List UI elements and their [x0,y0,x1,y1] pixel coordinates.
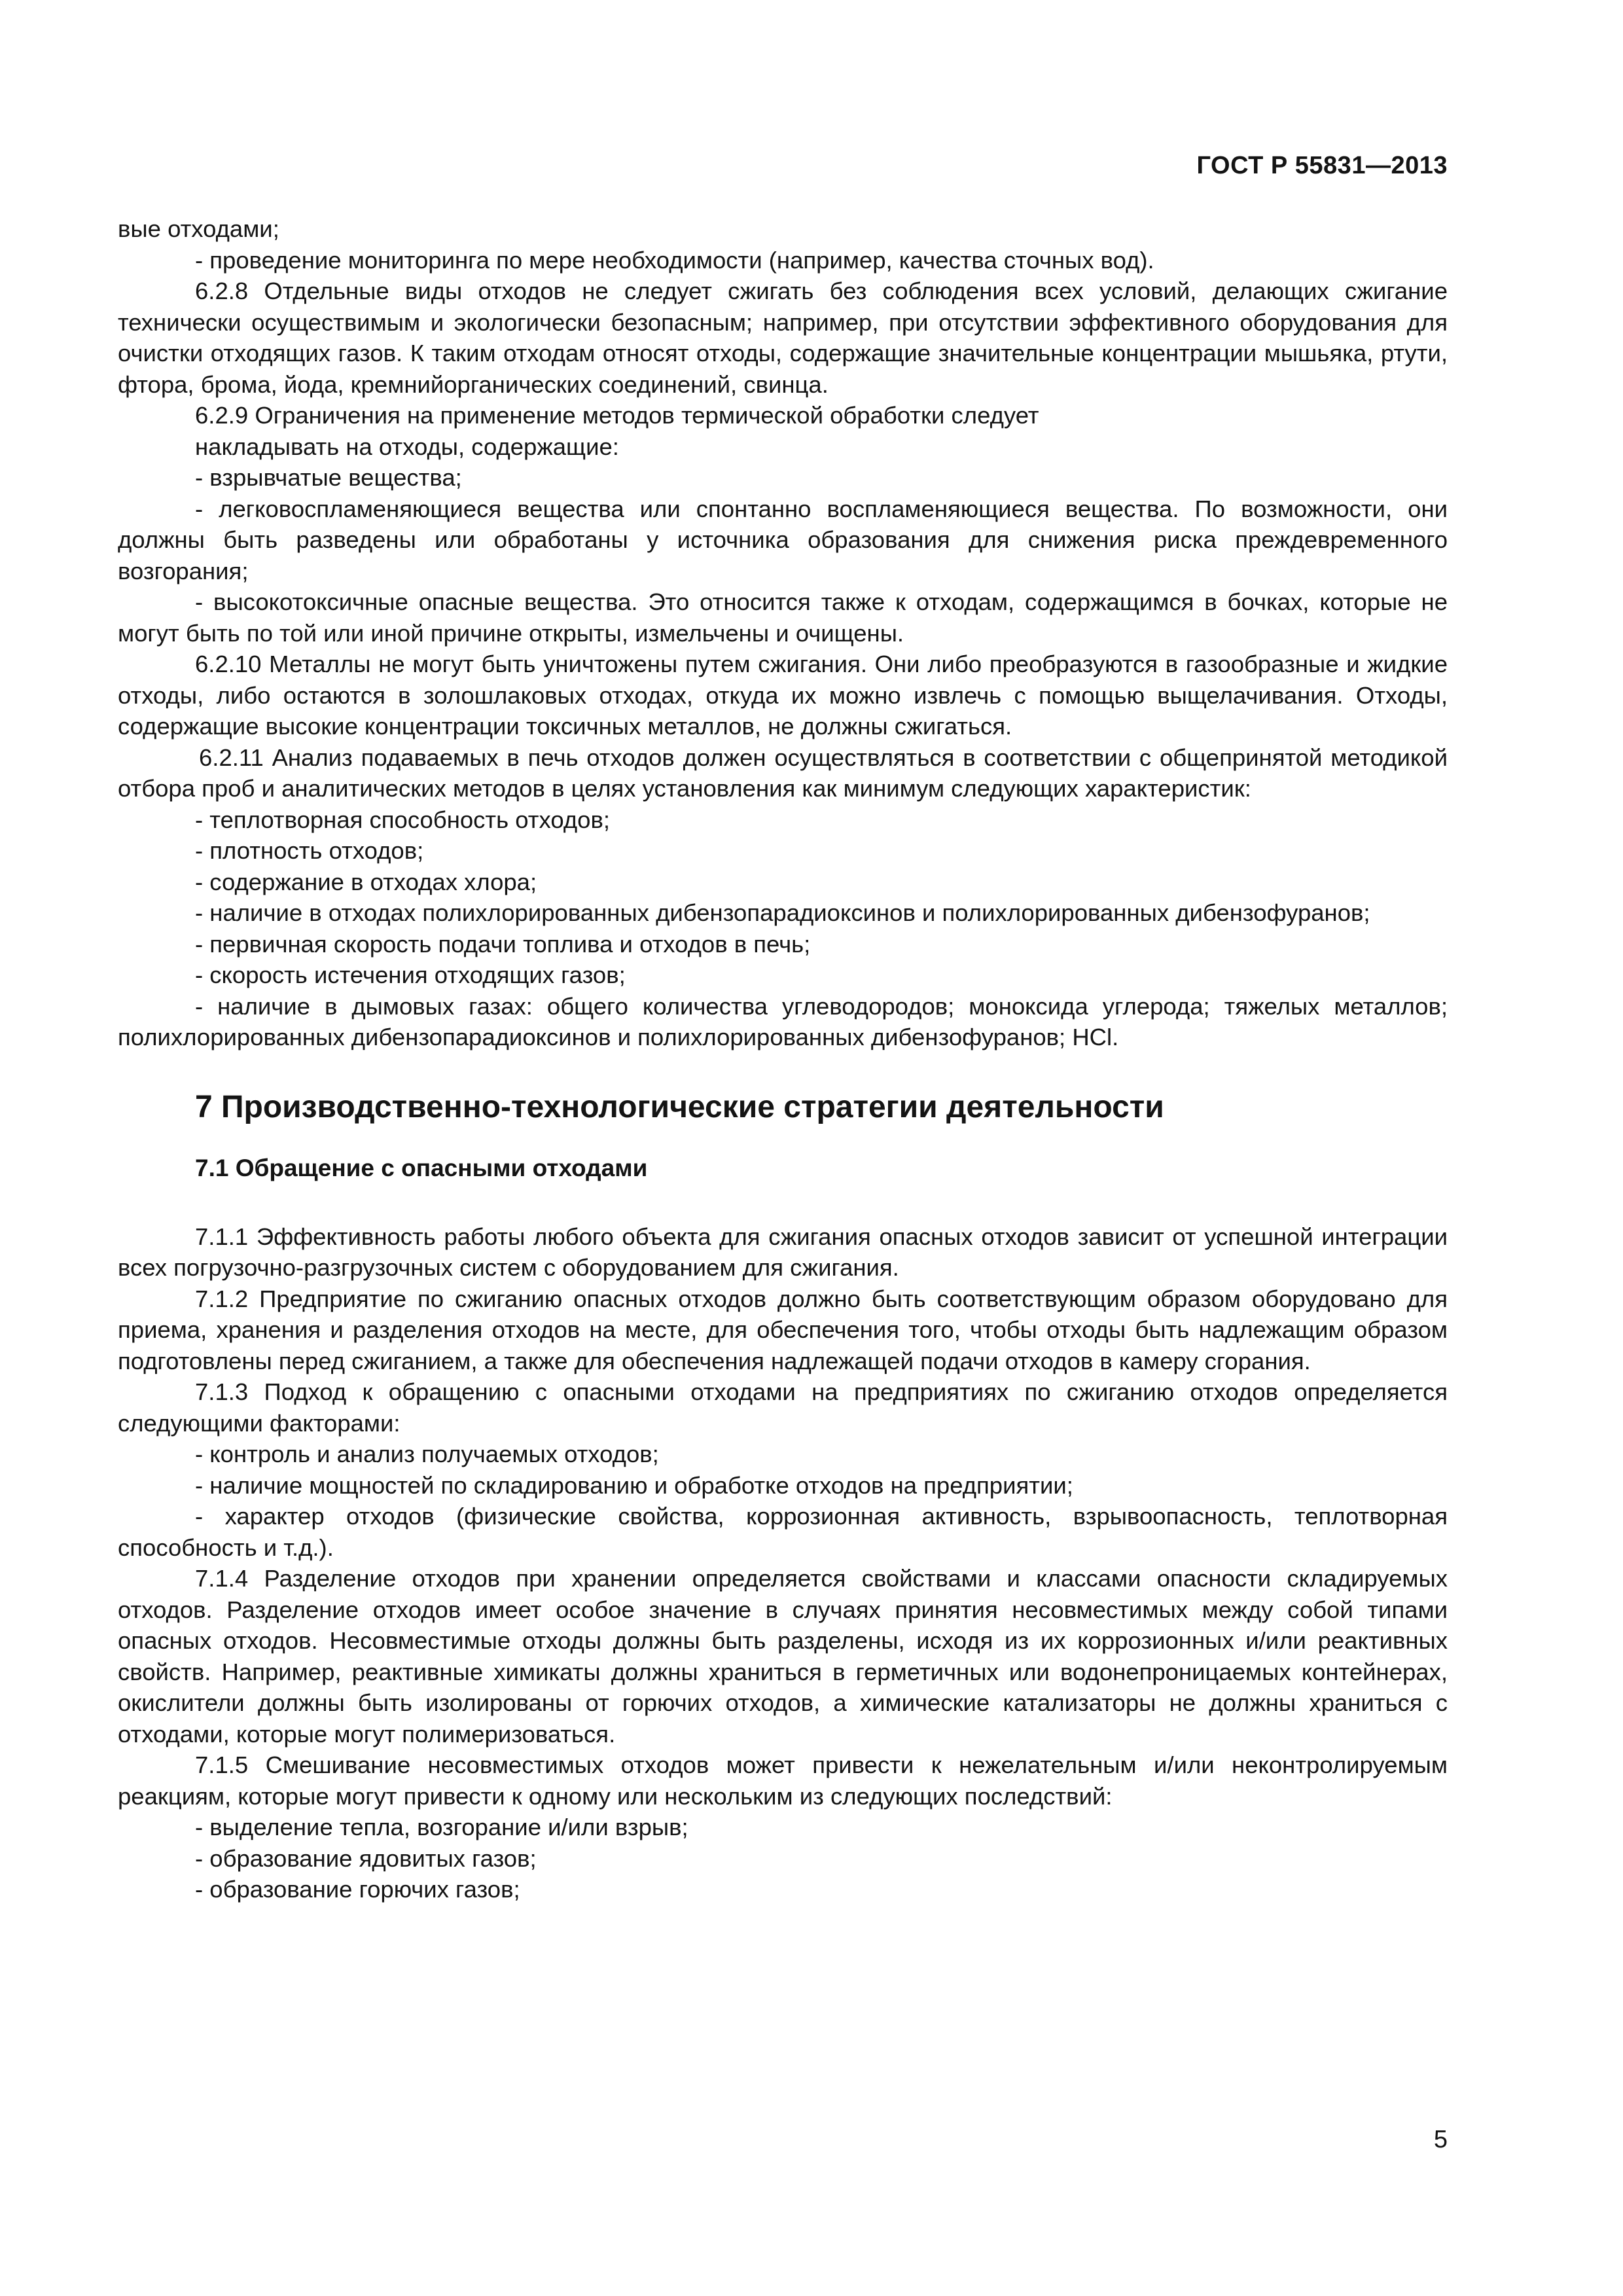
list-item: - первичная скорость подачи топлива и отходов в печь; [195,930,811,958]
list-item: - образование горючих газов; [195,1876,520,1903]
list-item: - наличие мощностей по складированию и обработке отходов на предприятии; [195,1471,1073,1499]
list-item: - характер отходов (физические свойства, коррозионная активность, взрывоопасность, теплотворная способность и т.д.). [118,1503,1448,1561]
list-item: - плотность отходов; [195,837,424,864]
list-item: - образование ядовитых газов; [195,1844,537,1872]
list-item: - контроль и анализ получаемых отходов; [195,1441,659,1467]
list-item: - теплотворная способность отходов; [195,806,610,833]
list-item: - выделение тепла, возгорание и/или взрыв; [195,1814,688,1840]
list-item: - проведение мониторинга по мере необходимости (например, качества сточных вод). [195,246,1154,274]
list-item: - наличие в дымовых газах: общего количества углеводородов; моноксида углерода; тяжелых металлов; полихлорированных дибензопарадиоксинов и полихлорированных дибензофуранов; HCl. [118,992,1448,1050]
paragraph-6-2-10: 6.2.10 Металлы не могут быть уничтожены путем сжигания. Они либо преобразуются в газообразные и жидкие отходы, либо остаются в золошлаковых отходах, откуда их можно извлечь с помощью выщелачивания. Отходы, содержащие высокие концентрации токсичных металлов, не должны сжигаться. [118,651,1448,740]
page-number: 5 [1433,2126,1448,2153]
list-item: - взрывчатые вещества; [195,464,462,491]
paragraph-6-2-9: 6.2.9 Ограничения на применение методов термической обработки следует [195,402,1039,429]
paragraph-6-2-8: 6.2.8 Отдельные виды отходов не следует сжигать без соблюдения всех условий, делающих сжигание технически осуществимым и экологически безопасным; например, при отсутствии эффективного оборудования для очистки отходящих газов. К таким отходам относят отходы, содержащие значительные концентрации мышьяка, ртути, фтора, брома, йода, кремнийорганических соединений, свинца. [118,278,1448,398]
section-heading: 7 Производственно-технологические стратегии деятельности [195,1089,1164,1124]
paragraph: вые отходами; [118,215,279,242]
paragraph-7-1-4: 7.1.4 Разделение отходов при хранении определяется свойствами и классами опасности складируемых отходов. Разделение отходов имеет особое значение в случаях принятия несовместимых между собой типами опасных отходов. Несовместимые отходы должны быть разделены, исходя из их коррозионных и/или реактивных свойств. Например, реактивные химикаты должны храниться в герметичных или водонепроницаемых контейнерах, окислители должны быть изолированы от горючих отходов, а химические катализаторы не должны храниться с отходами, которые могут полимеризоваться. [118,1565,1448,1748]
list-item: - скорость истечения отходящих газов; [195,961,626,988]
list-item: - наличие в отходах полихлорированных дибензопарадиоксинов и полихлорированных дибензофуранов; [195,899,1370,926]
document-header: ГОСТ Р 55831—2013 [1196,152,1448,179]
paragraph-7-1-2: 7.1.2 Предприятие по сжиганию опасных отходов должно быть соответствующим образом оборудовано для приема, хранения и разделения отходов на месте, для обеспечения того, чтобы отходы быть надлежащим образом подготовлены перед сжиганием, а также для обеспечения надлежащей подачи отходов в камеру сгорания. [118,1285,1448,1374]
paragraph-7-1-1: 7.1.1 Эффективность работы любого объекта для сжигания опасных отходов зависит от успешной интеграции всех погрузочно-разгрузочных систем с оборудованием для сжигания. [118,1223,1448,1281]
paragraph-7-1-5: 7.1.5 Смешивание несовместимых отходов может привести к нежелательным и/или неконтролируемым реакциям, которые могут привести к одному или нескольким из следующих последствий: [118,1751,1448,1810]
paragraph-7-1-3: 7.1.3 Подход к обращению с опасными отходами на предприятиях по сжиганию отходов определяется следующими факторами: [118,1378,1448,1437]
paragraph-6-2-11: 6.2.11 Анализ подаваемых в печь отходов должен осуществляться в соответствии с общепринятой методикой отбора проб и аналитических методов в целях установления как минимум следующих характеристик: [118,744,1448,802]
list-item: - легковоспламеняющиеся вещества или спонтанно воспламеняющиеся вещества. По возможности, они должны быть разведены или обработаны у источника образования для снижения риска преждевременного возгорания; [118,495,1448,584]
subsection-heading: 7.1 Обращение с опасными отходами [195,1154,648,1181]
paragraph-6-2-9-cont: накладывать на отходы, содержащие: [195,433,619,460]
list-item: - высокотоксичные опасные вещества. Это относится также к отходам, содержащимся в бочках, которые не могут быть по той или иной причине открыты, измельчены и очищены. [118,588,1448,647]
document-body [118,213,1448,1905]
list-item: - содержание в отходах хлора; [195,868,537,895]
